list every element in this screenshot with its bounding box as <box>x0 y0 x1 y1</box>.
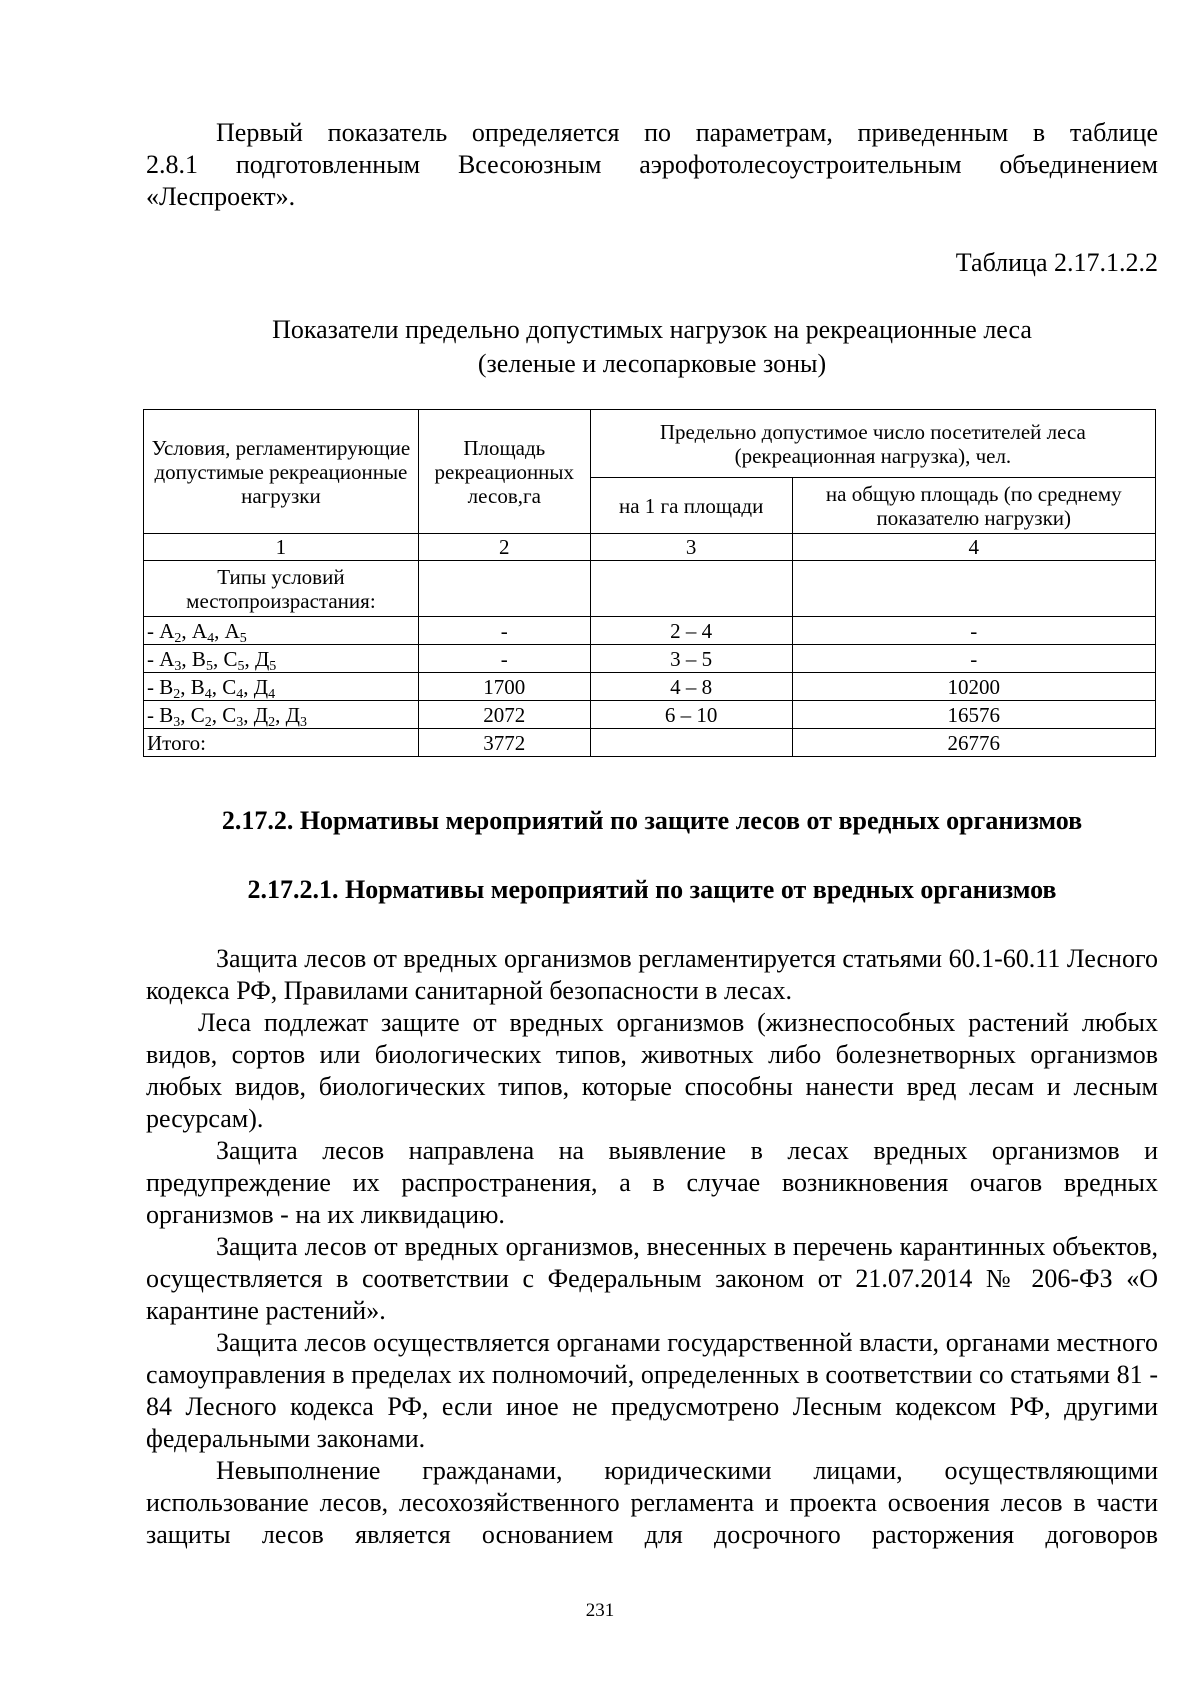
row-per-ha: 6 – 10 <box>590 701 792 729</box>
row-condition: - $А_3$, $В_5$, $С_5$, $Д_5$ <box>144 645 419 673</box>
page-number: 231 <box>585 1600 615 1621</box>
row-area: 1700 <box>418 673 590 701</box>
body-paragraph-6: Невыполнение гражданами, юридическими лицами, осуществляющими использование лесов, лесохозяйственного регламента и проекта освоения лесов в части защиты лесов является основанием для досрочного расторжения договоров <box>146 1456 1158 1549</box>
row-area: - <box>418 617 590 645</box>
col-number-4: 4 <box>792 534 1155 561</box>
section-label: Типы условий местопроизрастания: <box>144 561 419 617</box>
table-row <box>144 701 1156 729</box>
row-per-ha: 4 – 8 <box>590 673 792 701</box>
intro-line-1: Первый показатель определяется по параметрам, приведенным в таблице <box>216 118 1158 147</box>
row-condition: - $А_2$, $А_4$, $А_5$ <box>144 617 419 645</box>
row-area: - <box>418 645 590 673</box>
col-number-3: 3 <box>590 534 792 561</box>
recreation-load-table <box>143 409 1156 757</box>
col-number-1: 1 <box>144 534 419 561</box>
table-row <box>144 645 1156 673</box>
row-per-ha: 2 – 4 <box>590 617 792 645</box>
row-total: 10200 <box>792 673 1155 701</box>
header-per-ha: на 1 га площади <box>590 478 792 534</box>
total-area: 3772 <box>418 729 590 757</box>
row-per-ha: 3 – 5 <box>590 645 792 673</box>
total-row <box>144 729 1156 757</box>
header-area: Площадь рекреационных лесов,га <box>418 410 590 534</box>
row-condition: - $В_3$, $С_2$, $С_3$, $Д_2$, $Д_3$ <box>144 701 419 729</box>
intro-line-3: «Леспроект». <box>146 182 296 211</box>
table-number: Таблица 2.17.1.2.2 <box>955 248 1158 277</box>
row-area: 2072 <box>418 701 590 729</box>
body-paragraph-4: Защита лесов от вредных организмов, внесенных в перечень карантинных объектов, осуществляется в соответствии с Федеральным законом от 21.07.2014 № 206-ФЗ «О карантине растений». <box>146 1232 1158 1325</box>
body-paragraph-3: Защита лесов направлена на выявление в лесах вредных организмов и предупреждение их распространения, а в случае возникновения очагов вредных организмов - на их ликвидацию. <box>146 1136 1158 1229</box>
header-conditions: Условия, регламентирующие допустимые рекреационные нагрузки <box>144 410 419 534</box>
empty-cell <box>590 561 792 617</box>
table-caption-line-2: (зеленые и лесопарковые зоны) <box>477 349 827 378</box>
row-total: 16576 <box>792 701 1155 729</box>
empty-cell <box>418 561 590 617</box>
row-total: - <box>792 645 1155 673</box>
total-total: 26776 <box>792 729 1155 757</box>
row-total: - <box>792 617 1155 645</box>
table-caption-line-1: Показатели предельно допустимых нагрузок на рекреационные леса <box>272 315 1032 344</box>
total-per-ha <box>590 729 792 757</box>
table-row <box>144 617 1156 645</box>
subsection-heading: 2.17.2.1. Нормативы мероприятий по защите от вредных организмов <box>247 875 1057 904</box>
body-paragraph-5: Защита лесов осуществляется органами государственной власти, органами местного самоуправления в пределах их полномочий, определенных в соответствии со статьями 81 - 84 Лесного кодекса РФ, если иное не предусмотрено Лесным кодексом РФ, другими федеральными законами. <box>146 1328 1158 1453</box>
header-visitor-limit: Предельно допустимое число посетителей леса (рекреационная нагрузка), чел. <box>590 410 1155 478</box>
table-caption <box>146 313 1158 381</box>
header-total-area: на общую площадь (по среднему показателю нагрузки) <box>792 478 1155 534</box>
total-label: Итого: <box>144 729 419 757</box>
section-heading: 2.17.2. Нормативы мероприятий по защите лесов от вредных организмов <box>221 806 1083 835</box>
body-paragraph-2: Леса подлежат защите от вредных организмов (жизнеспособных растений любых видов, сортов или биологических типов, животных либо болезнетворных организмов любых видов, биологических типов, которые способны нанести вред лесам и лесным ресурсам). <box>146 1008 1158 1133</box>
row-condition: - $В_2$, $В_4$, $С_4$, $Д_4$ <box>144 673 419 701</box>
col-number-2: 2 <box>418 534 590 561</box>
table-row <box>144 673 1156 701</box>
body-paragraph-1: Защита лесов от вредных организмов регламентируется статьями 60.1-60.11 Лесного кодекса РФ, Правилами санитарной безопасности в лесах. <box>146 944 1158 1005</box>
intro-line-2: 2.8.1 подготовленным Всесоюзным аэрофотолесоустроительным объединением <box>146 150 1158 179</box>
empty-cell <box>792 561 1155 617</box>
